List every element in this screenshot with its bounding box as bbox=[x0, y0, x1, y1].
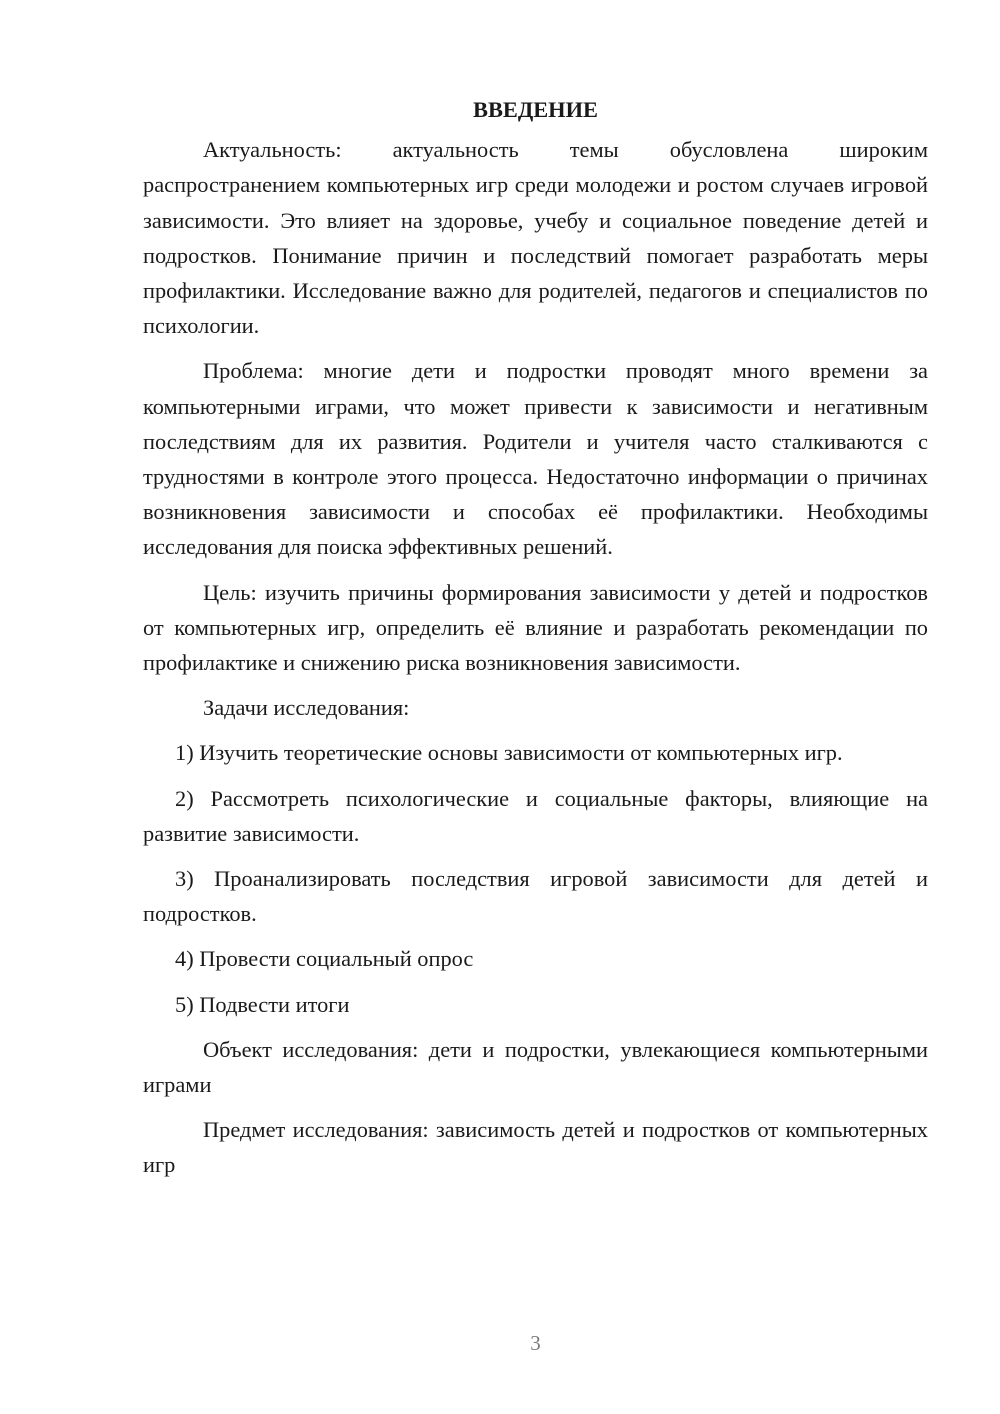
task-item: 5) Подвести итоги bbox=[175, 991, 350, 1017]
problem-paragraph: Проблема: многие дети и подростки проводят много времени за компьютерными играми, что может привести к зависимости и негативным последствиям для их развития. Родители и учителя часто сталкиваются с трудностями в контроле этого процесса. Недостаточно информации о причинах возникновения зависимости и способах её профилактики. Необходимы исследования для поиска эффективных решений. bbox=[143, 358, 928, 560]
task-item: 4) Провести социальный опрос bbox=[175, 946, 474, 972]
task-item: 3) Проанализировать последствия игровой зависимости для детей и подростков. bbox=[143, 866, 928, 927]
object-paragraph: Объект исследования: дети и подростки, увлекающиеся компьютерными играми bbox=[143, 1036, 928, 1098]
subject-paragraph: Предмет исследования: зависимость детей и подростков от компьютерных игр bbox=[143, 1117, 928, 1178]
relevance-paragraph: Актуальность: актуальность темы обусловлена широким распространением компьютерных игр среди молодежи и ростом случаев игровой зависимости. Это влияет на здоровье, учебу и социальное поведение детей и подростков. Понимание причин и последствий помогает разработать меры профилактики. Исследование важно для родителей, педагогов и специалистов по психологии. bbox=[143, 137, 928, 339]
tasks-heading: Задачи исследования: bbox=[203, 695, 410, 721]
section-heading: ВВЕДЕНИЕ bbox=[473, 97, 598, 122]
goal-paragraph: Цель: изучить причины формирования зависимости у детей и подростков от компьютерных игр, определить её влияние и разработать рекомендации по профилактике и снижению риска возникновения зависимости. bbox=[143, 579, 928, 676]
page-number: 3 bbox=[530, 1331, 541, 1355]
page-content bbox=[143, 92, 928, 1193]
task-item: 1) Изучить теоретические основы зависимости от компьютерных игр. bbox=[175, 740, 843, 766]
task-item: 2) Рассмотреть психологические и социальные факторы, влияющие на развитие зависимости. bbox=[143, 785, 928, 846]
